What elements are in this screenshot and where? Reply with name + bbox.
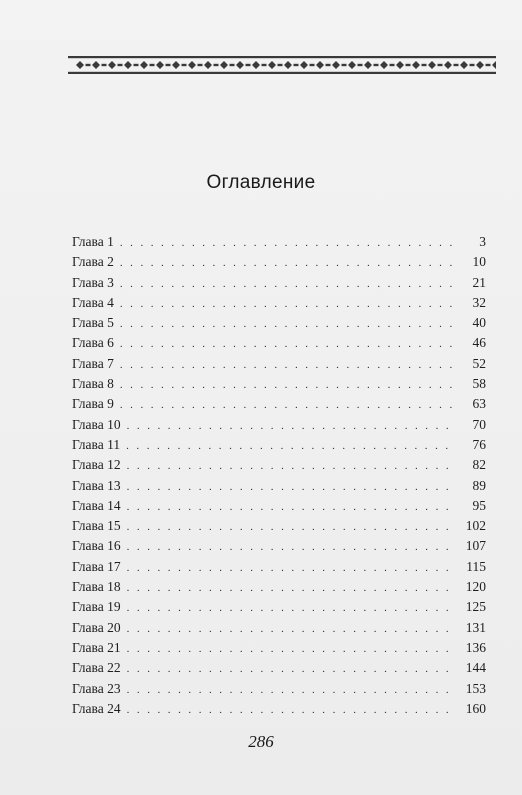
toc-entry: [72, 618, 486, 638]
toc-entry: [72, 354, 486, 374]
toc-entry-label: Глава 22: [72, 660, 121, 676]
dot-leader: [120, 233, 454, 253]
toc-entry-page: 136: [465, 639, 486, 655]
dot-leader: [127, 619, 454, 639]
dot-leader: [127, 558, 454, 578]
toc-entry: [72, 293, 486, 313]
toc-entry: [72, 394, 486, 414]
toc-entry-page: 10: [472, 254, 486, 270]
toc-entry: [72, 415, 486, 435]
toc-entry-page: 95: [472, 497, 486, 513]
toc-entry: [72, 557, 486, 577]
toc-entry-label: Глава 4: [72, 294, 114, 310]
toc-entry: [72, 577, 486, 597]
toc-entry-page: 125: [465, 599, 486, 615]
dot-leader: [127, 598, 454, 618]
dot-leader: [127, 578, 454, 598]
dot-leader: [120, 375, 454, 395]
toc-entry-label: Глава 6: [72, 335, 114, 351]
ornamental-border: [68, 56, 496, 74]
toc-entry: [72, 374, 486, 394]
toc-entry: [72, 638, 486, 658]
toc-entry: [72, 455, 486, 475]
toc-entry-label: Глава 7: [72, 355, 114, 371]
toc-entry-page: 144: [465, 660, 486, 676]
toc-entry: [72, 313, 486, 333]
toc-entry: [72, 597, 486, 617]
toc-entry-page: 82: [472, 457, 486, 473]
toc-entry-page: 70: [472, 416, 486, 432]
dot-leader: [126, 436, 454, 456]
toc-entry-label: Глава 3: [72, 274, 114, 290]
dot-leader: [120, 294, 454, 314]
dot-leader: [127, 639, 454, 659]
toc-entry-page: 40: [472, 315, 486, 331]
toc-entry: [72, 536, 486, 556]
toc-entry-label: Глава 2: [72, 254, 114, 270]
toc-entry-label: Глава 1: [72, 234, 114, 249]
toc-entry-label: Глава 20: [72, 619, 121, 635]
toc-entry-page: 63: [472, 396, 486, 412]
toc-entry-page: 107: [465, 538, 486, 554]
dot-leader: [120, 334, 454, 354]
dot-leader: [127, 497, 454, 517]
dot-leader: [127, 456, 454, 476]
toc-entry-label: Глава 10: [72, 416, 121, 432]
dot-leader: [120, 274, 454, 294]
dot-leader: [127, 700, 454, 720]
toc-entry: [72, 273, 486, 293]
toc-entry: [72, 333, 486, 353]
toc-entry: [72, 516, 486, 536]
dot-leader: [127, 680, 454, 700]
toc-entry-page: 76: [472, 436, 486, 452]
toc-entry-page: 131: [465, 619, 486, 635]
toc-entry-label: Глава 5: [72, 315, 114, 331]
toc-entry-page: 120: [465, 579, 486, 595]
toc-entry-label: Глава 19: [72, 599, 121, 615]
toc-entry-page: 46: [472, 335, 486, 351]
dot-leader: [120, 314, 454, 334]
toc-entry: [72, 658, 486, 678]
dot-leader: [120, 355, 454, 375]
toc-entry-label: Глава 16: [72, 538, 121, 554]
toc-entry: [72, 252, 486, 272]
toc-entry-label: Глава 24: [72, 700, 121, 716]
toc-entry-label: Глава 11: [72, 436, 121, 452]
toc-title: Оглавление: [206, 172, 316, 193]
toc-entry: [72, 232, 486, 252]
toc-entry: [72, 496, 486, 516]
toc-entry-page: 32: [472, 294, 486, 310]
toc-entry-label: Глава 18: [72, 579, 121, 595]
toc-entry-page: 52: [472, 355, 486, 371]
dot-leader: [127, 416, 454, 436]
toc-entry-label: Глава 14: [72, 497, 121, 513]
dot-leader: [127, 477, 454, 497]
toc-entry-page: 153: [465, 680, 486, 696]
toc-entry: [72, 476, 486, 496]
dot-leader: [120, 253, 454, 273]
toc-list: [72, 232, 486, 719]
toc-entry-page: 115: [466, 558, 486, 574]
toc-entry-page: 21: [472, 274, 486, 290]
toc-entry: [72, 699, 486, 719]
toc-entry: [72, 679, 486, 699]
toc-entry-label: Глава 9: [72, 396, 114, 412]
toc-entry-label: Глава 8: [72, 376, 114, 392]
toc-entry-page: 3: [479, 234, 486, 249]
toc-entry-label: Глава 17: [72, 558, 121, 574]
dot-leader: [127, 517, 454, 537]
toc-entry-label: Глава 13: [72, 477, 121, 493]
toc-entry-label: Глава 12: [72, 457, 121, 473]
toc-entry-page: 160: [465, 700, 486, 716]
dot-leader: [120, 395, 454, 415]
toc-entry-page: 102: [465, 518, 486, 534]
toc-entry-label: Глава 15: [72, 518, 121, 534]
toc-entry-label: Глава 23: [72, 680, 121, 696]
dot-leader: [127, 537, 454, 557]
dot-leader: [127, 659, 454, 679]
page-number: 286: [248, 732, 274, 751]
toc-entry-page: 89: [472, 477, 486, 493]
toc-entry: [72, 435, 486, 455]
toc-entry-page: 58: [472, 376, 486, 392]
toc-entry-label: Глава 21: [72, 639, 121, 655]
